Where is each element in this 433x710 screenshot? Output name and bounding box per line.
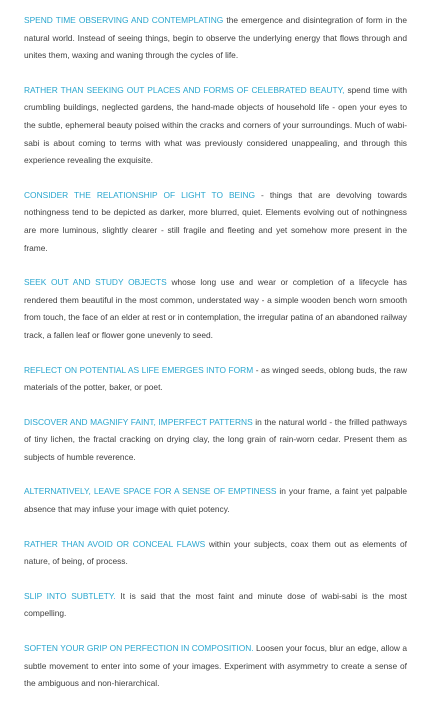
paragraph-body: within your subjects, coax them out as elements of nature, of being, of process. [24, 538, 407, 567]
paragraph-celebrated-beauty [24, 82, 407, 170]
paragraph-light-to-being [24, 187, 407, 257]
paragraph-body: Loosen your focus, blur an edge, allow a subtle movement to enter into some of your images. Experiment with asymmetry to create a sense of the ambiguous and non-hierarchical. [24, 643, 407, 689]
paragraph-emptiness [24, 483, 407, 518]
paragraph-body: - things that are devolving towards nothingness tend to be depicted as darker, more blurred, quiet. Elements evolving out of nothingness are more luminous, slightly clearer - still fragile and fleeting and yet somehow more present in the frame. [24, 189, 407, 253]
paragraph-potential [24, 362, 407, 397]
paragraph-lead: ALTERNATIVELY, LEAVE SPACE FOR A SENSE OF EMPTINESS [24, 486, 277, 497]
paragraph-lead: SLIP INTO SUBTLETY. [24, 590, 116, 601]
paragraph-lead: CONSIDER THE RELATIONSHIP OF LIGHT TO BEING [24, 189, 256, 200]
paragraph-lead: REFLECT ON POTENTIAL AS LIFE EMERGES INTO FORM [24, 364, 254, 375]
paragraph-body: - as winged seeds, oblong buds, the raw materials of the potter, baker, or poet. [24, 364, 407, 393]
paragraph-study-objects [24, 274, 407, 344]
paragraph-body: It is said that the most faint and minute dose of wabi-sabi is the most compelling. [24, 590, 408, 619]
paragraph-body: spend time with crumbling buildings, neglected gardens, the hand-made objects of household life - open your eyes to the subtle, ephemeral beauty poised within the cracks and corners of your surroundings. Much of wabi-sabi is about coming to terms with what was previously considered unappealing, and through this experience revealing the exquisite. [24, 84, 408, 166]
paragraph-lead: SOFTEN YOUR GRIP ON PERFECTION IN COMPOSITION. [24, 643, 254, 654]
paragraph-lead: SEEK OUT AND STUDY OBJECTS [24, 277, 167, 288]
paragraph-body: whose long use and wear or completion of a lifecycle has rendered them beautiful in the most common, understated way - a simple wooden bench worn smooth from touch, the face of an elder at rest or in contemplation, the irregular patina of an abandoned railway track, a fallen leaf or flower gone unevenly to seed. [24, 277, 407, 340]
paragraph-body: the emergence and disintegration of form in the natural world. Instead of seeing things, begin to observe the underlying energy that flows through and unites them, waxing and waning through the cycles of life. [24, 15, 407, 61]
paragraph-lead: DISCOVER AND MAGNIFY FAINT, IMPERFECT PATTERNS [24, 416, 253, 427]
document-page [24, 12, 407, 710]
paragraph-lead: RATHER THAN SEEKING OUT PLACES AND FORMS OF CELEBRATED BEAUTY, [24, 84, 345, 95]
paragraph-body: in the natural world - the frilled pathways of tiny lichen, the fractal cracking on drying clay, the long grain of rain-worn cedar. Present them as subjects of humble reverence. [24, 416, 407, 462]
paragraph-subtlety [24, 588, 407, 623]
paragraph-composition [24, 640, 407, 693]
paragraph-lead: SPEND TIME OBSERVING AND CONTEMPLATING [24, 15, 224, 25]
paragraph-observe [24, 12, 407, 65]
paragraph-lead: RATHER THAN AVOID OR CONCEAL FLAWS [24, 538, 206, 549]
paragraph-flaws [24, 536, 407, 571]
paragraph-patterns [24, 414, 407, 467]
paragraph-body: in your frame, a faint yet palpable absence that may infuse your image with quiet potency. [24, 486, 407, 515]
